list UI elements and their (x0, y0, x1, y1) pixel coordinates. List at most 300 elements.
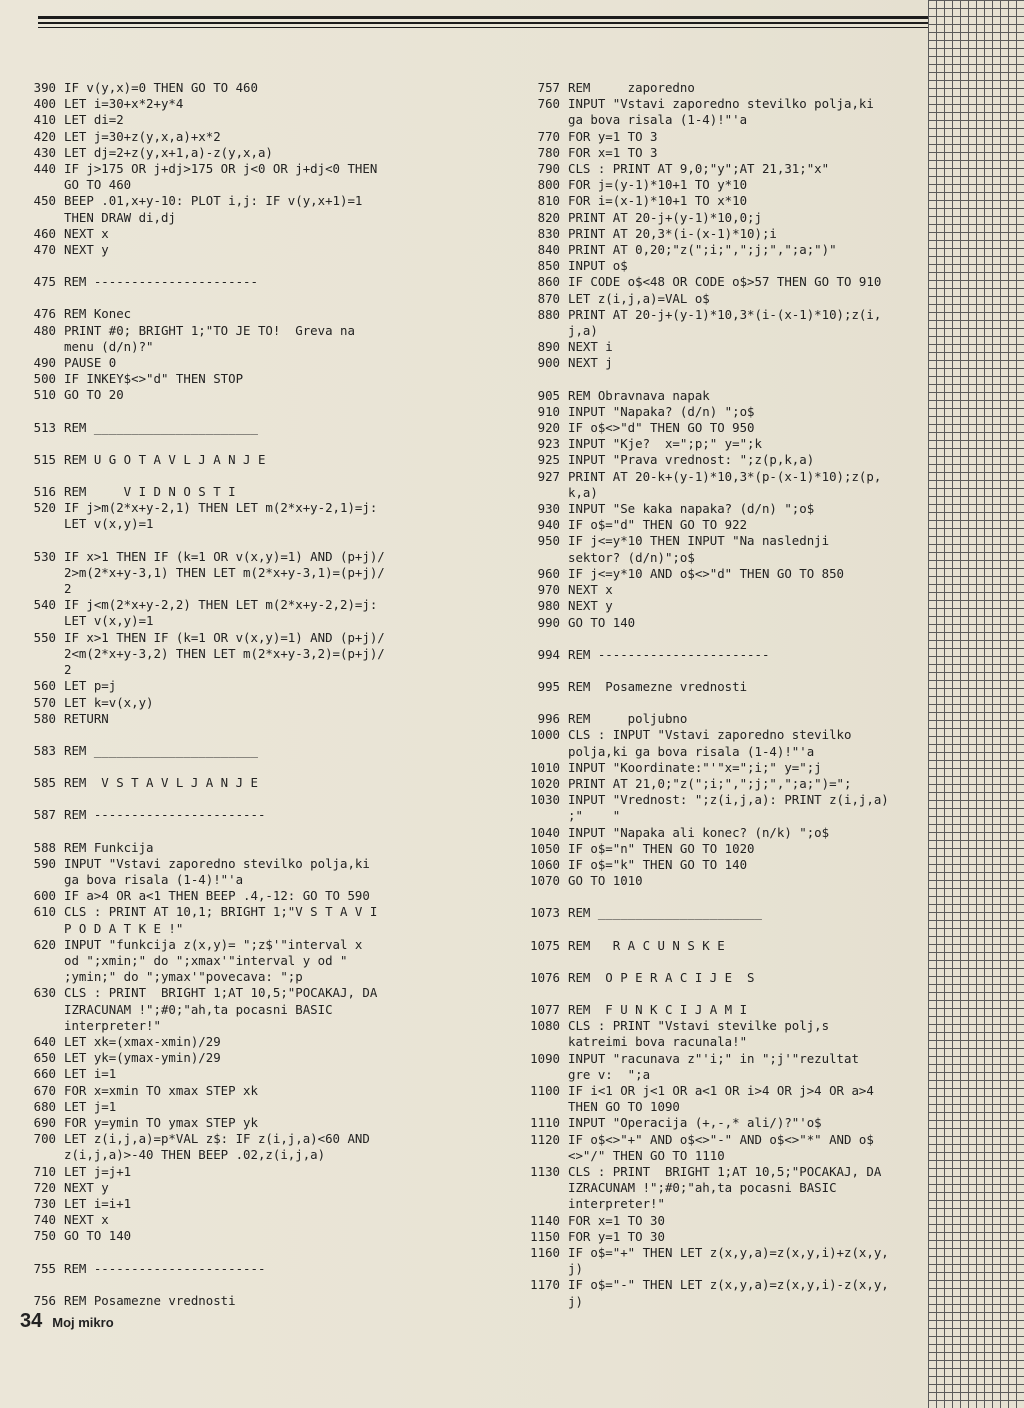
line-number: 850 (537, 258, 560, 274)
header-rule (38, 27, 938, 28)
code-text: LET j=30+z(y,x,a)+x*2 (64, 128, 221, 144)
code-text: NEXT x (64, 225, 109, 241)
code-line (518, 177, 918, 193)
code-line (518, 145, 918, 161)
code-text: NEXT j (568, 355, 613, 371)
code-text: ;ymin;" do ";ymax'"povecava: ";p (64, 969, 303, 985)
line-number (22, 210, 64, 226)
line-number: 923 (537, 436, 560, 452)
code-text: REM ______________________ (64, 419, 258, 435)
code-line (518, 226, 918, 242)
code-line (518, 1067, 918, 1083)
code-line (22, 840, 422, 856)
line-number: 520 (33, 500, 56, 516)
line-number: 780 (537, 144, 560, 160)
code-line (518, 550, 918, 566)
code-line (22, 387, 422, 403)
line-number: 600 (33, 888, 56, 904)
line-number: 510 (33, 387, 56, 403)
code-text: katreimi bova racunala!" (568, 1034, 748, 1050)
code-line (22, 1002, 422, 1018)
code-text: PRINT AT 20,3*(i-(x-1)*10);i (568, 225, 777, 241)
code-text: BEEP .01,x+y-10: PLOT i,j: IF v(y,x+1)=1 (64, 193, 363, 209)
code-line (22, 646, 422, 662)
code-line (22, 711, 422, 727)
code-text: REM Obravnava napak (568, 387, 710, 403)
code-text: RETURN (64, 710, 109, 726)
code-line (518, 905, 918, 921)
line-number (518, 323, 568, 339)
code-line (518, 727, 918, 743)
code-line (518, 1018, 918, 1034)
code-text: GO TO 140 (568, 614, 636, 630)
code-text: IF j>m(2*x+y-2,1) THEN LET m(2*x+y-2,1)=j: (64, 500, 378, 516)
code-text: INPUT "Vstavi zaporedno stevilko polja,ki (568, 96, 874, 112)
code-line (22, 1066, 422, 1082)
line-number (22, 613, 64, 629)
code-line (22, 581, 422, 597)
line-number: 820 (537, 209, 560, 225)
code-text: PRINT AT 20-j+(y-1)*10,0;j (568, 209, 762, 225)
code-text: GO TO 140 (64, 1228, 132, 1244)
line-number: 830 (537, 225, 560, 241)
line-number: 970 (537, 582, 560, 598)
line-number: 1130 (530, 1163, 560, 1179)
code-text: CLS : PRINT BRIGHT 1;AT 10,5;"POCAKAJ, DA (64, 985, 378, 1001)
page-footer (20, 1310, 114, 1333)
code-text: od ";xmin;" do ";xmax'"interval y od " (64, 952, 348, 968)
code-line (22, 500, 422, 516)
line-number: 760 (537, 96, 560, 112)
code-text: INPUT "Vrednost: ";z(i,j,a): PRINT z(i,j,a) (568, 792, 889, 808)
code-text: PRINT AT 0,20;"z(";i;",";j;",";a;")" (568, 242, 837, 258)
code-line (22, 177, 422, 193)
code-line (518, 582, 918, 598)
line-number (22, 516, 64, 532)
code-text: IF o$="-" THEN LET z(x,y,a)=z(x,y,i)-z(x,y, (568, 1277, 889, 1293)
code-line (22, 597, 422, 613)
code-line (518, 80, 918, 96)
line-number: 500 (33, 371, 56, 387)
code-line (518, 1180, 918, 1196)
line-number (22, 177, 64, 193)
line-number (518, 808, 568, 824)
code-text: THEN GO TO 1090 (568, 1099, 680, 1115)
line-number: 996 (537, 711, 560, 727)
code-text: LET v(x,y)=1 (64, 516, 154, 532)
line-number (22, 646, 64, 662)
line-number: 1050 (530, 840, 560, 856)
code-text: INPUT "Napaka? (d/n) ";o$ (568, 403, 755, 419)
line-number (22, 1002, 64, 1018)
line-number: 470 (33, 242, 56, 258)
line-number: 590 (33, 855, 56, 871)
line-number: 700 (33, 1131, 56, 1147)
line-number: 740 (33, 1212, 56, 1228)
code-text: NEXT x (64, 1212, 109, 1228)
line-number: 560 (33, 678, 56, 694)
code-line (22, 242, 422, 258)
line-number: 450 (33, 193, 56, 209)
line-number: 710 (33, 1163, 56, 1179)
code-line (22, 969, 422, 985)
code-text: REM ---------------------- (64, 274, 258, 290)
code-text: LET dj=2+z(y,x+1,a)-z(y,x,a) (64, 144, 273, 160)
code-text: k,a) (568, 484, 598, 500)
code-text: NEXT i (568, 339, 613, 355)
line-number (518, 1067, 568, 1083)
code-text: CLS : PRINT BRIGHT 1;AT 10,5;"POCAKAJ, DA (568, 1163, 882, 1179)
code-line (22, 953, 422, 969)
code-line (518, 1132, 918, 1148)
line-number (22, 565, 64, 581)
code-text: IF j<=y*10 AND o$<>"d" THEN GO TO 850 (568, 565, 845, 581)
line-number: 1080 (530, 1018, 560, 1034)
code-line (22, 129, 422, 145)
code-text: gre v: ";a (568, 1066, 651, 1082)
code-text: IF o$="n" THEN GO TO 1020 (568, 840, 755, 856)
code-line (518, 938, 918, 954)
line-number: 530 (33, 548, 56, 564)
line-number (518, 550, 568, 566)
code-text: IF i<1 OR j<1 OR a<1 OR i>4 OR j>4 OR a>4 (568, 1082, 874, 1098)
code-line (518, 1164, 918, 1180)
code-line (22, 630, 422, 646)
code-line (518, 566, 918, 582)
code-text: PAUSE 0 (64, 355, 117, 371)
code-line (22, 662, 422, 678)
code-line (518, 161, 918, 177)
code-text: IF v(y,x)=0 THEN GO TO 460 (64, 80, 258, 95)
code-text: interpreter!" (64, 1017, 161, 1033)
line-number: 630 (33, 985, 56, 1001)
code-line (518, 96, 918, 112)
code-text: IF a>4 OR a<1 THEN BEEP .4,-12: GO TO 590 (64, 888, 370, 904)
code-line (22, 210, 422, 226)
code-text: <>"/" THEN GO TO 1110 (568, 1147, 725, 1163)
code-line (22, 1018, 422, 1034)
code-text: IF j<=y*10 THEN INPUT "Na naslednji (568, 533, 830, 549)
code-line (22, 112, 422, 128)
line-number: 1100 (530, 1082, 560, 1098)
code-line (22, 1099, 422, 1115)
code-line (22, 743, 422, 759)
line-number: 870 (537, 290, 560, 306)
code-line (518, 469, 918, 485)
code-line (22, 856, 422, 872)
line-number: 730 (33, 1195, 56, 1211)
code-line (518, 792, 918, 808)
line-number (22, 969, 64, 985)
line-number: 1077 (530, 1001, 560, 1017)
code-text: REM Konec (64, 306, 132, 322)
line-number: 515 (33, 451, 56, 467)
line-number (518, 1148, 568, 1164)
line-number: 480 (33, 322, 56, 338)
line-number: 400 (33, 96, 56, 112)
code-text: IF x>1 THEN IF (k=1 OR v(x,y)=1) AND (p+j)/ (64, 629, 385, 645)
line-number: 920 (537, 420, 560, 436)
line-number: 610 (33, 904, 56, 920)
code-text: IF j>175 OR j+dj>175 OR j<0 OR j+dj<0 THEN (64, 161, 378, 177)
line-number: 720 (33, 1179, 56, 1195)
code-text: INPUT "Vstavi zaporedno stevilko polja,ki (64, 855, 370, 871)
line-number: 770 (537, 128, 560, 144)
line-number: 670 (33, 1082, 56, 1098)
code-line (22, 226, 422, 242)
code-line (518, 485, 918, 501)
code-line (518, 808, 918, 824)
code-text: INPUT "racunava z"'i;" in ";j'"rezultat (568, 1050, 859, 1066)
code-text: j) (568, 1293, 583, 1309)
code-line (518, 1229, 918, 1245)
code-line (518, 1277, 918, 1293)
line-number: 490 (33, 355, 56, 371)
code-text: FOR y=1 TO 30 (568, 1228, 665, 1244)
code-line (518, 647, 918, 663)
line-number: 660 (33, 1066, 56, 1082)
code-line (22, 339, 422, 355)
line-number: 995 (537, 678, 560, 694)
code-text: ;" " (568, 808, 621, 824)
code-text: NEXT x (568, 582, 613, 598)
code-text: GO TO 20 (64, 387, 124, 403)
code-line (22, 1050, 422, 1066)
code-text: INPUT "Napaka ali konec? (n/k) ";o$ (568, 824, 830, 840)
line-number: 588 (33, 839, 56, 855)
code-line (518, 210, 918, 226)
code-line (518, 355, 918, 371)
line-number (518, 1180, 568, 1196)
code-line (22, 306, 422, 322)
line-number: 940 (537, 517, 560, 533)
line-number: 950 (537, 533, 560, 549)
line-number: 905 (537, 387, 560, 403)
code-line (518, 1115, 918, 1131)
line-number: 1010 (530, 759, 560, 775)
code-line (22, 1034, 422, 1050)
code-text: NEXT y (64, 1179, 109, 1195)
code-text: 2<m(2*x+y-3,2) THEN LET m(2*x+y-3,2)=(p+j)/ (64, 645, 385, 661)
code-text: P O D A T K E !" (64, 920, 184, 936)
code-text: FOR x=xmin TO xmax STEP xk (64, 1082, 258, 1098)
code-line (518, 501, 918, 517)
code-text: sektor? (d/n)";o$ (568, 549, 695, 565)
line-number: 980 (537, 598, 560, 614)
line-number: 840 (537, 242, 560, 258)
code-text: INPUT "Operacija (+,-,* ali/)?"'o$ (568, 1115, 822, 1131)
code-text: IZRACUNAM !";#0;"ah,ta pocasni BASIC (64, 1001, 333, 1017)
code-text: REM R A C U N S K E (568, 937, 725, 953)
line-number: 890 (537, 339, 560, 355)
code-text: IZRACUNAM !";#0;"ah,ta pocasni BASIC (568, 1180, 837, 1196)
code-text: LET j=j+1 (64, 1163, 132, 1179)
code-line (518, 1213, 918, 1229)
code-text: PRINT AT 20-j+(y-1)*10,3*(i-(x-1)*10);z(i, (568, 306, 882, 322)
line-number: 880 (537, 306, 560, 322)
header-rule (38, 16, 938, 19)
code-line (518, 615, 918, 631)
code-line (22, 1131, 422, 1147)
code-text: NEXT y (64, 242, 109, 258)
line-number (518, 1196, 568, 1212)
code-text: IF j<m(2*x+y-2,2) THEN LET m(2*x+y-2,2)=j: (64, 597, 378, 613)
line-number: 756 (33, 1292, 56, 1308)
code-text: REM Funkcija (64, 839, 154, 855)
code-line (518, 323, 918, 339)
code-line (22, 1115, 422, 1131)
code-text: FOR y=1 TO 3 (568, 128, 658, 144)
line-number: 910 (537, 403, 560, 419)
code-text: THEN DRAW di,dj (64, 209, 176, 225)
code-line (518, 533, 918, 549)
code-text: menu (d/n)?" (64, 338, 154, 354)
code-line (22, 807, 422, 823)
line-number: 460 (33, 225, 56, 241)
code-line (518, 1034, 918, 1050)
code-line (518, 129, 918, 145)
line-number (22, 872, 64, 888)
code-line (518, 193, 918, 209)
line-number: 1160 (530, 1245, 560, 1260)
line-number: 420 (33, 128, 56, 144)
code-line (22, 193, 422, 209)
line-number: 755 (33, 1260, 56, 1276)
line-number: 516 (33, 484, 56, 500)
code-text: CLS : PRINT AT 9,0;"y";AT 21,31;"x" (568, 161, 830, 177)
code-text: INPUT o$ (568, 258, 628, 274)
code-line (22, 1147, 422, 1163)
line-number: 1150 (530, 1228, 560, 1244)
code-line (22, 1196, 422, 1212)
code-line (518, 776, 918, 792)
line-number: 900 (537, 355, 560, 371)
code-line (22, 161, 422, 177)
code-text: LET i=i+1 (64, 1195, 132, 1211)
code-text: CLS : PRINT "Vstavi stevilke polj,s (568, 1018, 830, 1034)
line-number: 550 (33, 629, 56, 645)
line-number: 540 (33, 597, 56, 613)
code-text: LET z(i,j,a)=p*VAL z$: IF z(i,j,a)<60 AND (64, 1131, 370, 1147)
line-number: 810 (537, 193, 560, 209)
code-text: polja,ki ga bova risala (1-4)!"'a (568, 743, 815, 759)
line-number: 430 (33, 144, 56, 160)
code-text: REM ----------------------- (64, 1260, 266, 1276)
line-number (518, 1294, 568, 1310)
code-text: INPUT "Se kaka napaka? (d/n) ";o$ (568, 501, 815, 517)
code-text: GO TO 1010 (568, 873, 643, 889)
line-number (518, 485, 568, 501)
code-text: REM U G O T A V L J A N J E (64, 451, 266, 467)
code-text: FOR x=1 TO 3 (568, 144, 658, 160)
code-text: FOR y=ymin TO ymax STEP yk (64, 1114, 258, 1130)
code-text: INPUT "Koordinate:"'"x=";i;" y=";j (568, 759, 822, 775)
line-number: 800 (537, 177, 560, 193)
code-line (22, 549, 422, 565)
code-line (22, 420, 422, 436)
line-number: 994 (537, 646, 560, 662)
code-text: IF o$="+" THEN LET z(x,y,a)=z(x,y,i)+z(x,y, (568, 1245, 889, 1260)
code-line (518, 1148, 918, 1164)
code-line (22, 371, 422, 387)
line-number (22, 953, 64, 969)
line-number: 440 (33, 161, 56, 177)
code-text: LET i=30+x*2+y*4 (64, 96, 184, 112)
code-line (22, 80, 422, 96)
code-text: CLS : PRINT AT 10,1; BRIGHT 1;"V S T A V I (64, 904, 378, 920)
code-text: LET j=1 (64, 1098, 117, 1114)
code-text: 2>m(2*x+y-3,1) THEN LET m(2*x+y-3,1)=(p+j)/ (64, 564, 385, 580)
line-number: 927 (537, 468, 560, 484)
listing-column-right (518, 80, 918, 1310)
code-line (518, 711, 918, 727)
code-line (518, 1083, 918, 1099)
code-text: IF INKEY$<>"d" THEN STOP (64, 371, 244, 387)
line-number: 680 (33, 1098, 56, 1114)
code-text: REM ______________________ (64, 742, 258, 758)
code-line (518, 258, 918, 274)
line-number (22, 1018, 64, 1034)
line-number: 1030 (530, 792, 560, 808)
code-line (22, 985, 422, 1001)
line-number: 1170 (530, 1277, 560, 1293)
line-number: 570 (33, 694, 56, 710)
code-text: REM zaporedno (568, 80, 695, 95)
code-line (518, 1245, 918, 1261)
code-line (518, 744, 918, 760)
listing-column-left (22, 80, 422, 1309)
code-text: LET z(i,j,a)=VAL o$ (568, 290, 710, 306)
line-number: 1070 (530, 873, 560, 889)
line-number (518, 112, 568, 128)
code-text: 2 (64, 662, 72, 678)
code-line (22, 904, 422, 920)
line-number (22, 581, 64, 597)
code-line (22, 323, 422, 339)
code-line (22, 355, 422, 371)
line-number: 585 (33, 775, 56, 791)
code-text: INPUT "Kje? x=";p;" y=";k (568, 436, 762, 452)
code-line (518, 1051, 918, 1067)
code-line (518, 857, 918, 873)
code-text: 2 (64, 581, 72, 597)
code-text: INPUT "Prava vrednost: ";z(p,k,a) (568, 452, 815, 468)
graph-paper-margin (928, 0, 1024, 1408)
code-line (22, 1261, 422, 1277)
code-line (518, 436, 918, 452)
code-line (518, 452, 918, 468)
code-text: REM Posamezne vrednosti (568, 678, 748, 694)
line-number (22, 339, 64, 355)
code-line (518, 404, 918, 420)
line-number: 583 (33, 742, 56, 758)
code-line (22, 937, 422, 953)
code-text: LET xk=(xmax-xmin)/29 (64, 1033, 221, 1049)
line-number: 1090 (530, 1050, 560, 1066)
line-number: 650 (33, 1050, 56, 1066)
line-number (518, 1034, 568, 1050)
code-line (518, 1261, 918, 1277)
line-number: 990 (537, 614, 560, 630)
code-line (518, 420, 918, 436)
line-number: 410 (33, 112, 56, 128)
line-number: 640 (33, 1033, 56, 1049)
code-line (518, 242, 918, 258)
line-number: 580 (33, 710, 56, 726)
code-line (518, 517, 918, 533)
code-text: j) (568, 1261, 583, 1277)
page-number: 34 (20, 1310, 43, 1332)
